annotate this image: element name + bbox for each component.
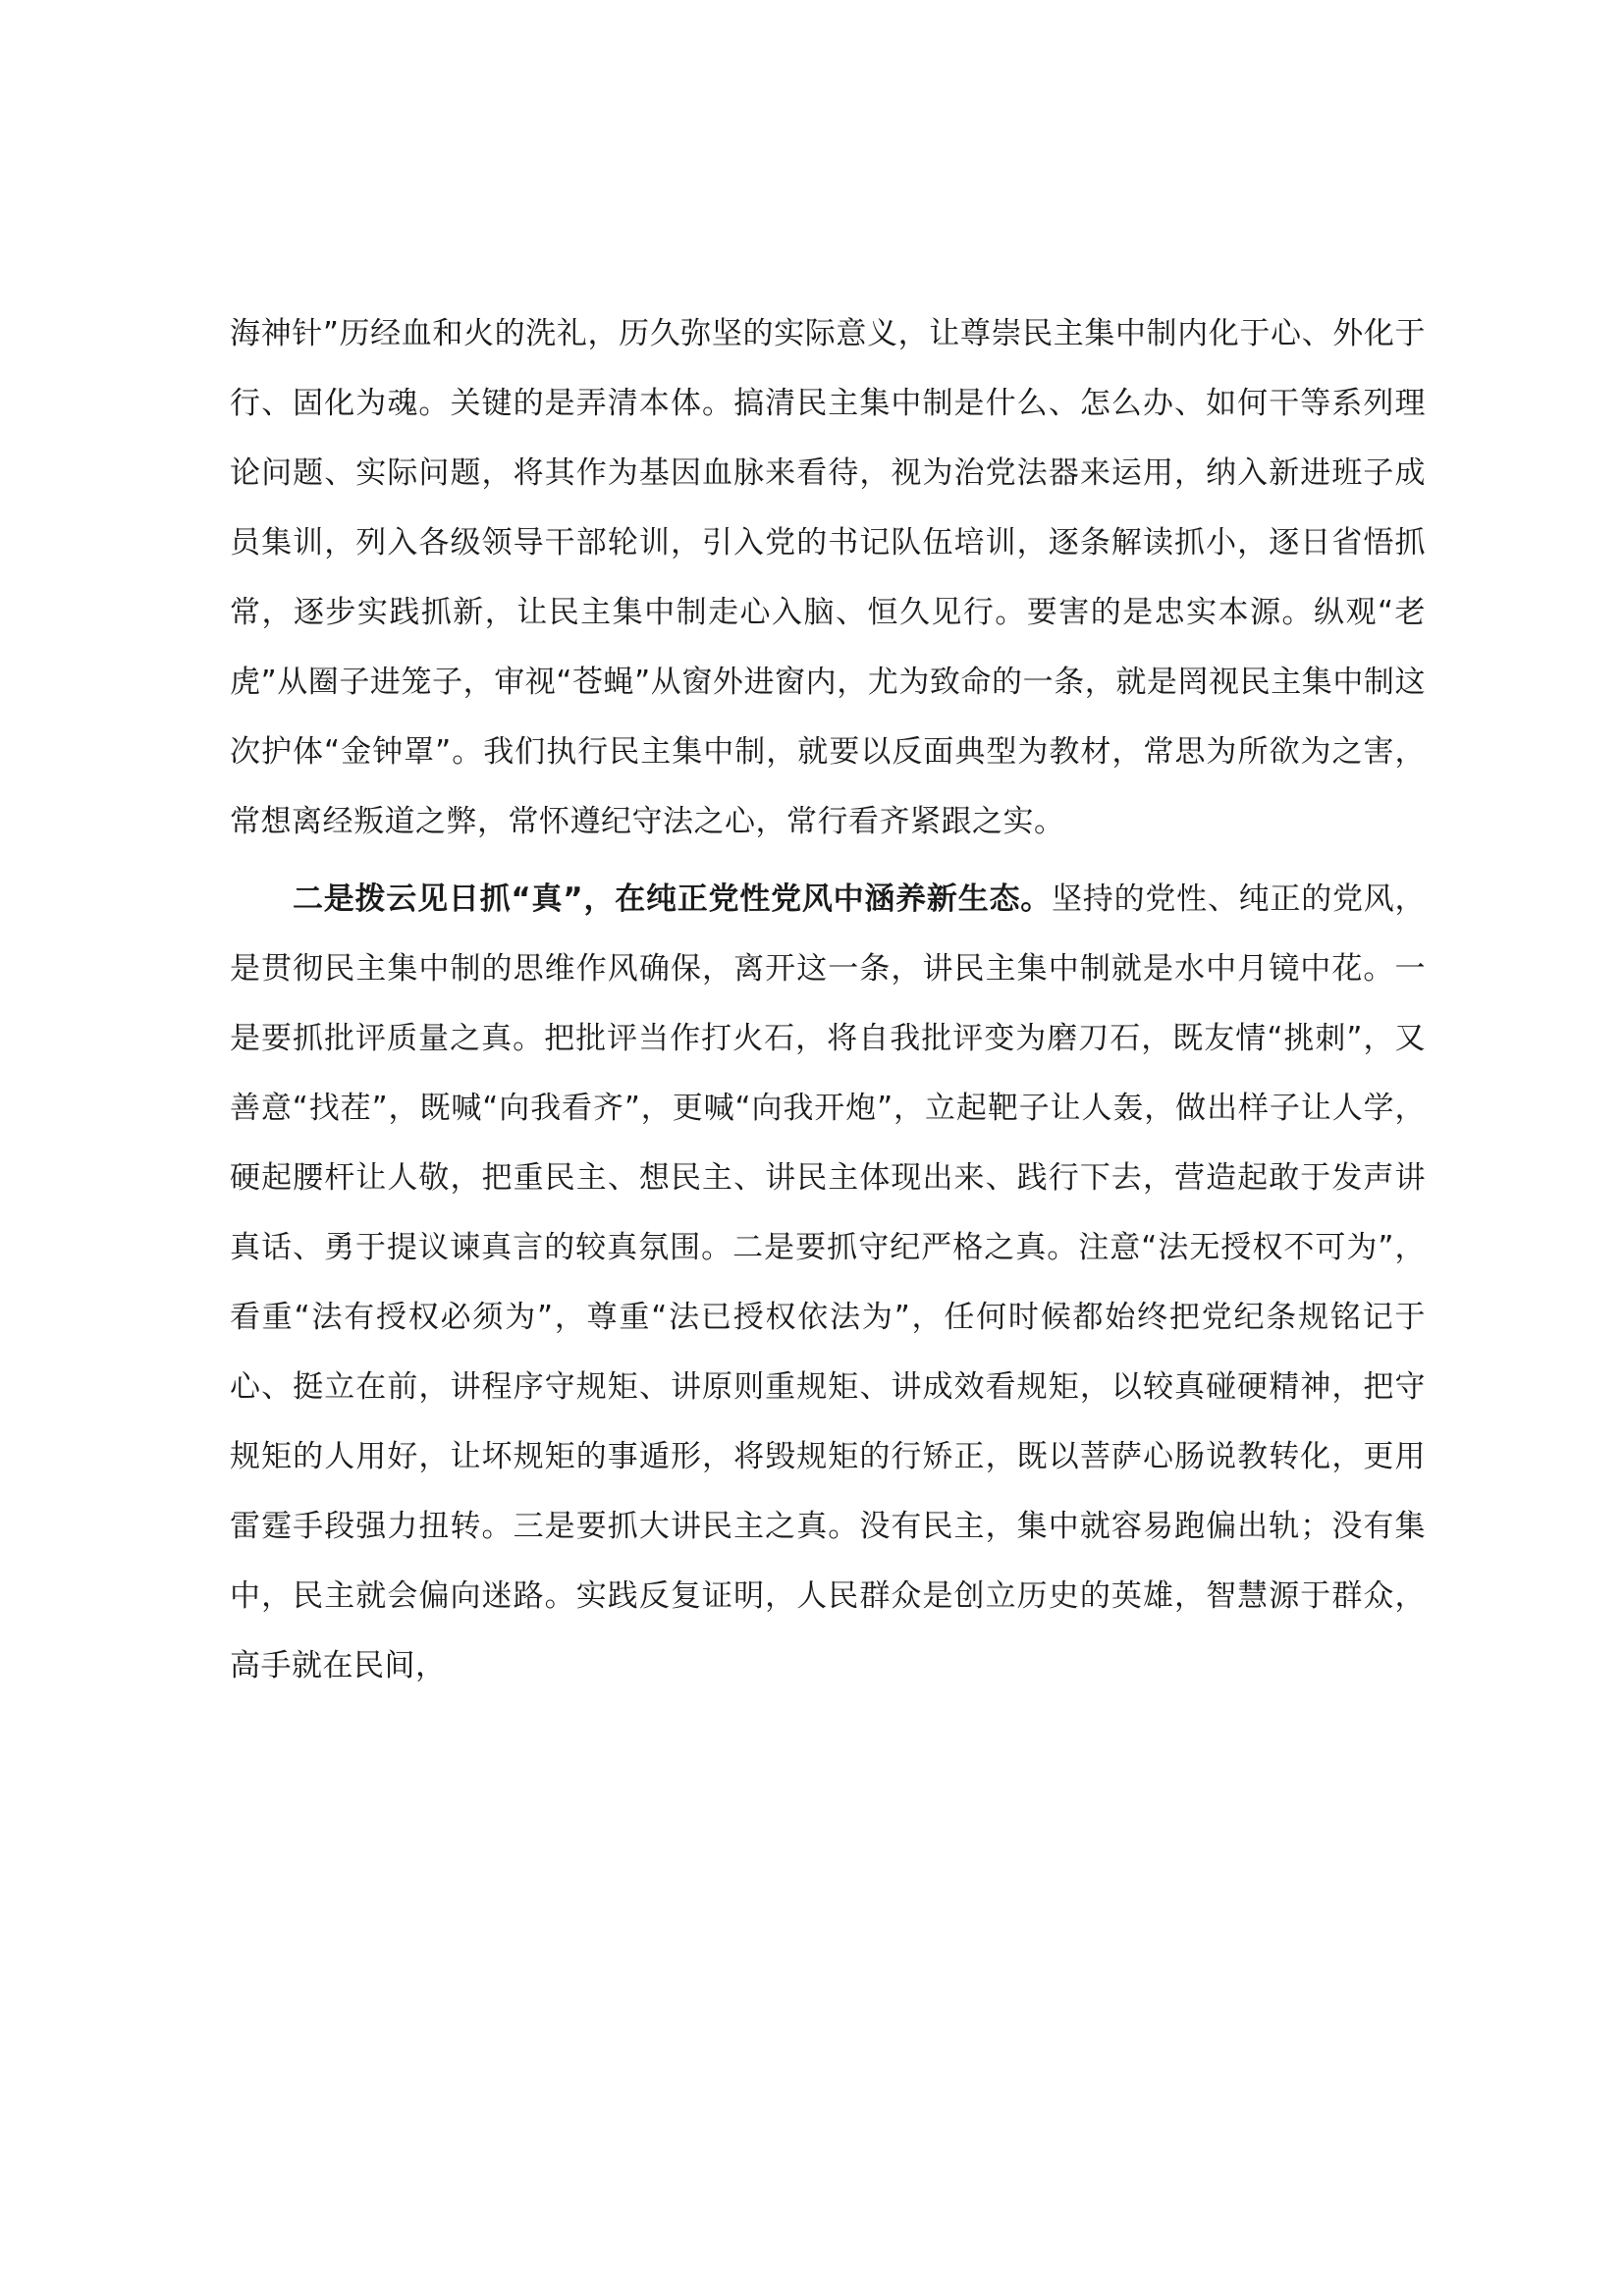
paragraph-section-two	[230, 865, 1426, 1701]
paragraph-body: 坚持的党性、纯正的党风，是贯彻民主集中制的思维作风确保，离开这一条，讲民主集中制就是水中月镜中花。一是要抓批评质量之真。把批评当作打火石，将自我批评变为磨刀石，既友情“挑刺”，又善意“找茬”，既喊“向我看齐”，更喊“向我开炮”，立起靶子让人轰，做出样子让人学，硬起腰杆让人敬，把重民主、想民主、讲民主体现出来、践行下去，营造起敢于发声讲真话、勇于提议谏真言的较真氛围。二是要抓守纪严格之真。注意“法无授权不可为”，看重“法有授权必须为”，尊重“法已授权依法为”，任何时候都始终把党纪条规铭记于心、挺立在前，讲程序守规矩、讲原则重规矩、讲成效看规矩，以较真碰硬精神，把守规矩的人用好，让坏规矩的事遁形，将毁规矩的行矫正，既以菩萨心肠说教转化，更用雷霆手段强力扭转。三是要抓大讲民主之真。没有民主，集中就容易跑偏出轨；没有集中，民主就会偏向迷路。实践反复证明，人民群众是创立历史的英雄，智慧源于群众，高手就在民间，	[230, 881, 1427, 1683]
paragraph-body: 海神针”历经血和火的洗礼，历久弥坚的实际意义，让尊崇民主集中制内化于心、外化于行、固化为魂。关键的是弄清本体。搞清民主集中制是什么、怎么办、如何干等系列理论问题、实际问题，将其作为基因血脉来看待，视为治党法器来运用，纳入新进班子成员集训，列入各级领导干部轮训，引入党的书记队伍培训，逐条解读抓小，逐日省悟抓常，逐步实践抓新，让民主集中制走心入脑、恒久见行。要害的是忠实本源。纵观“老虎”从圈子进笼子，审视“苍蝇”从窗外进窗内，尤为致命的一条，就是罔视民主集中制这次护体“金钟罩”。我们执行民主集中制，就要以反面典型为教材，常思为所欲为之害，常想离经叛道之弊，常怀遵纪守法之心，常行看齐紧跟之实。	[230, 316, 1426, 839]
body-text	[230, 299, 1426, 1701]
paragraph-lead-heading: 二是拨云见日抓“真”，在纯正党性党风中涵养新生态。	[293, 881, 1053, 917]
paragraph-continuation	[230, 299, 1426, 857]
